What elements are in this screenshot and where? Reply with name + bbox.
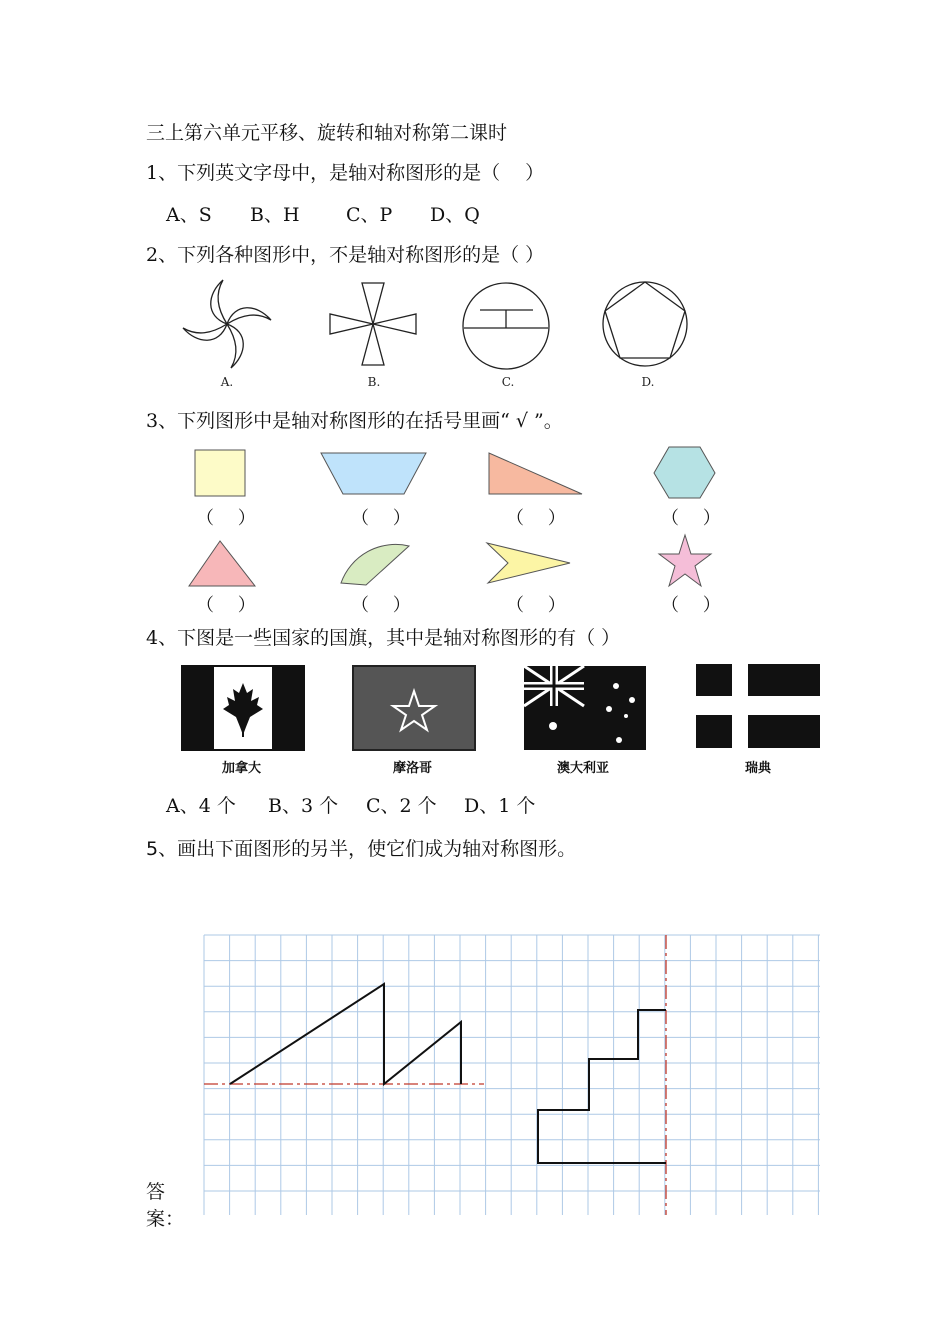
q2-label-c: C. (501, 375, 515, 389)
q4-option-c[interactable]: C、2 个 (366, 795, 437, 817)
q3-answer-paren-6[interactable]: （ ） (351, 595, 411, 616)
q3-answer-paren-2[interactable]: （ ） (351, 508, 411, 529)
question-2: 2、下列各种图形中，不是轴对称图形的是（ ） (146, 244, 545, 266)
grid-lines (204, 935, 820, 1215)
q1-option-c[interactable]: C、P (346, 204, 393, 226)
q3-answer-paren-4[interactable]: （ ） (661, 508, 721, 529)
zigzag-half-figure (230, 984, 461, 1084)
q3-answer-paren-3[interactable]: （ ） (506, 508, 566, 529)
flag-caption-sweden: 瑞典 (745, 761, 772, 776)
question-5: 5、画出下面图形的另半，使它们成为轴对称图形。 (146, 838, 577, 860)
q2-label-a: A. (220, 375, 234, 389)
q4-option-b[interactable]: B、3 个 (268, 795, 339, 817)
flag-caption-canada: 加拿大 (222, 761, 262, 776)
q3-answer-paren-1[interactable]: （ ） (196, 508, 256, 529)
q4-option-a[interactable]: A、4 个 (166, 795, 236, 817)
q3-answer-paren-5[interactable]: （ ） (196, 595, 256, 616)
flag-caption-australia: 澳大利亚 (557, 761, 610, 776)
q1-option-a[interactable]: A、S (166, 204, 212, 226)
q4-option-d[interactable]: D、1 个 (464, 795, 536, 817)
answer-label-line-2: 案： (146, 1208, 185, 1230)
page-title: 三上第六单元平移、旋转和轴对称第二课时 (146, 122, 508, 144)
q3-answer-paren-7[interactable]: （ ） (506, 595, 566, 616)
q1-option-b[interactable]: B、H (250, 204, 300, 226)
answer-label-line-1: 答 (146, 1181, 166, 1203)
q3-answer-paren-8[interactable]: （ ） (661, 595, 721, 616)
flag-caption-morocco: 摩洛哥 (393, 761, 433, 776)
question-3: 3、下列图形中是轴对称图形的在括号里画“ √ ”。 (146, 410, 563, 432)
question-1: 1、下列英文字母中，是轴对称图形的是（ ） (146, 162, 545, 184)
q2-label-b: B. (367, 375, 381, 389)
question-4: 4、下图是一些国家的国旗，其中是轴对称图形的有（ ） (146, 627, 621, 649)
q1-option-d[interactable]: D、Q (430, 204, 480, 226)
q2-label-d: D. (641, 375, 655, 389)
